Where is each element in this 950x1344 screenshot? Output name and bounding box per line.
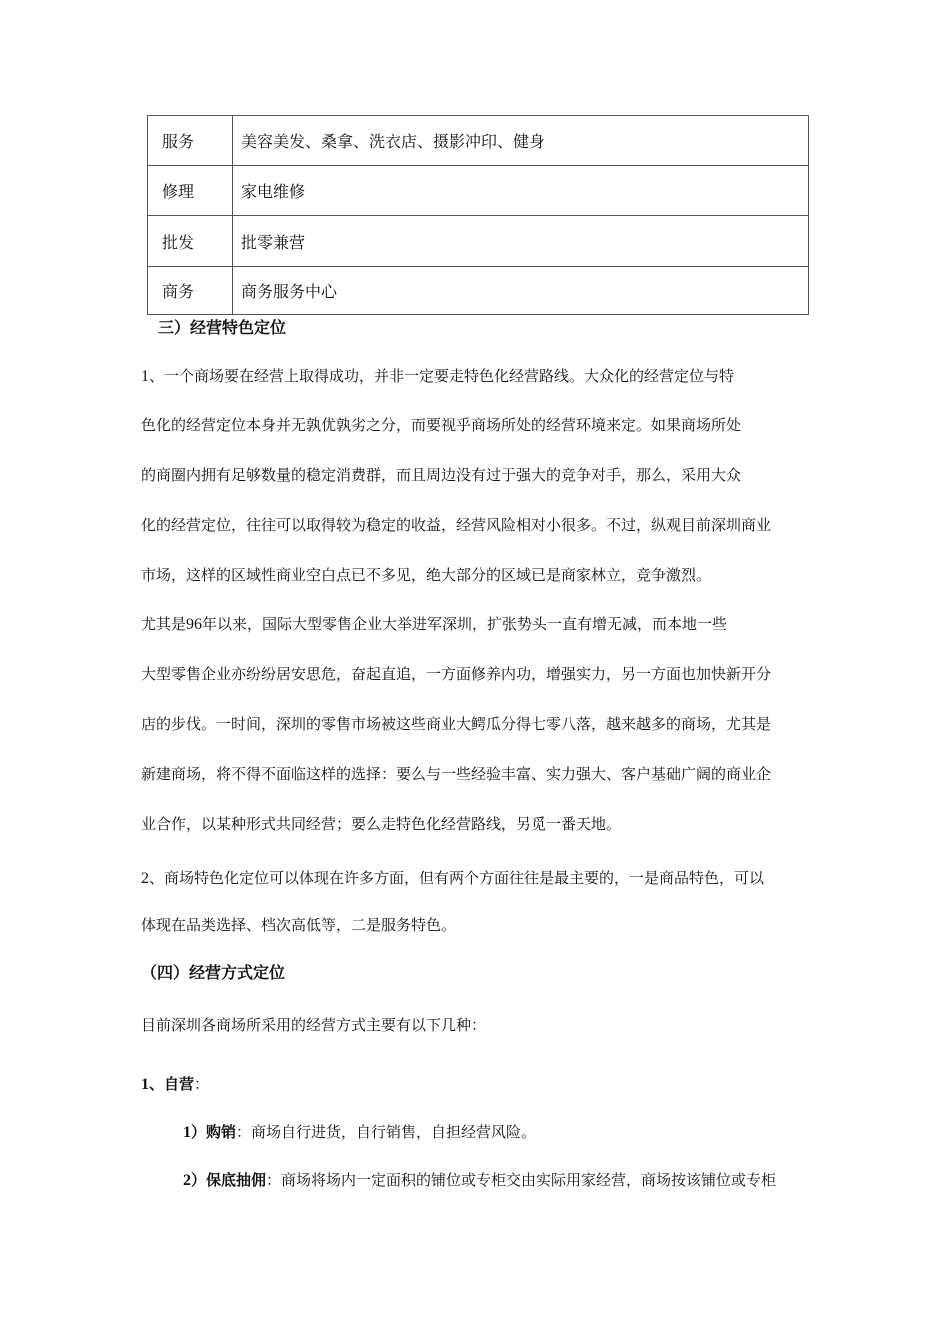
content-cell: 美容美发、桑拿、洗衣店、摄影冲印、健身 (233, 116, 809, 166)
paragraph-line: 业合作，以某种形式共同经营；要么走特色化经营路线，另觅一番天地。 (141, 815, 622, 833)
item-suffix: ： (194, 1075, 210, 1093)
paragraph-line: 化的经营定位，往往可以取得较为稳定的收益，经营风险相对小很多。不过，纵观目前深圳商业 (141, 516, 772, 534)
year-number: 96 (186, 616, 203, 633)
table-row (148, 267, 809, 315)
paragraph-line: 店的步伐。一时间，深圳的零售市场被这些商业大鳄瓜分得七零八落，越来越多的商场，尤其是 (141, 715, 772, 733)
paragraph-number: 1 (141, 368, 149, 385)
paragraph-line (141, 614, 727, 635)
business-category-table (147, 115, 809, 315)
content-cell: 商务服务中心 (233, 267, 809, 315)
sub-item-text: ：商场自行进货，自行销售，自担经营风险。 (236, 1123, 537, 1141)
sub-item-number: 1 (183, 1124, 191, 1141)
content-cell: 家电维修 (233, 166, 809, 216)
paragraph-line: 大型零售企业亦纷纷居安思危，奋起直追，一方面修养内功，增强实力，另一方面也加快新开分 (141, 665, 772, 683)
sub-item-label: ）购销 (191, 1123, 237, 1141)
sub-item-number: 2 (183, 1172, 191, 1189)
sub-list-item (183, 1122, 536, 1143)
category-cell: 商务 (148, 267, 233, 315)
paragraph-line: 新建商场，将不得不面临这样的选择：要么与一些经验丰富、实力强大、客户基础广阔的商业企 (141, 765, 772, 783)
section4-heading: （四）经营方式定位 (141, 963, 286, 982)
paragraph-line: 色化的经营定位本身并无孰优孰劣之分，而要视乎商场所处的经营环境来定。如果商场所处 (141, 416, 742, 434)
paragraph-text: 尤其是 (141, 615, 187, 633)
paragraph-line: 体现在品类选择、档次高低等，二是服务特色。 (141, 916, 457, 934)
sub-list-item (183, 1170, 776, 1191)
list-item (141, 1074, 209, 1095)
paragraph-text: 、一个商场要在经营上取得成功，并非一定要走特色化经营路线。大众化的经营定位与特 (149, 367, 735, 385)
table-row (148, 116, 809, 166)
section3-heading: 三）经营特色定位 (158, 318, 287, 337)
paragraph-number: 2 (141, 870, 149, 887)
paragraph-text: 、商场特色化定位可以体现在许多方面，但有两个方面往往是最主要的，一是商品特色，可以 (149, 869, 765, 887)
item-number: 1 (141, 1076, 149, 1093)
paragraph-text: 年以来，国际大型零售企业大举进军深圳，扩张势头一直有增无减，而本地一些 (202, 615, 728, 633)
sub-item-label: ）保底抽佣 (191, 1171, 267, 1189)
section4-intro: 目前深圳各商场所采用的经营方式主要有以下几种： (141, 1016, 487, 1034)
paragraph-line: 市场，这样的区域性商业空白点已不多见，绝大部分的区域已是商家林立，竞争激烈。 (141, 566, 712, 584)
paragraph-line (141, 868, 764, 889)
sub-item-text: ：商场将场内一定面积的铺位或专柜交由实际用家经营，商场按该铺位或专柜 (266, 1171, 777, 1189)
content-cell: 批零兼营 (233, 216, 809, 267)
category-cell: 服务 (148, 116, 233, 166)
table-row (148, 216, 809, 267)
category-cell: 修理 (148, 166, 233, 216)
item-label: 、自营 (149, 1075, 195, 1093)
paragraph-line (141, 366, 734, 387)
paragraph-line: 的商圈内拥有足够数量的稳定消费群，而且周边没有过于强大的竞争对手，那么，采用大众 (141, 466, 742, 484)
category-cell: 批发 (148, 216, 233, 267)
table-row (148, 166, 809, 216)
